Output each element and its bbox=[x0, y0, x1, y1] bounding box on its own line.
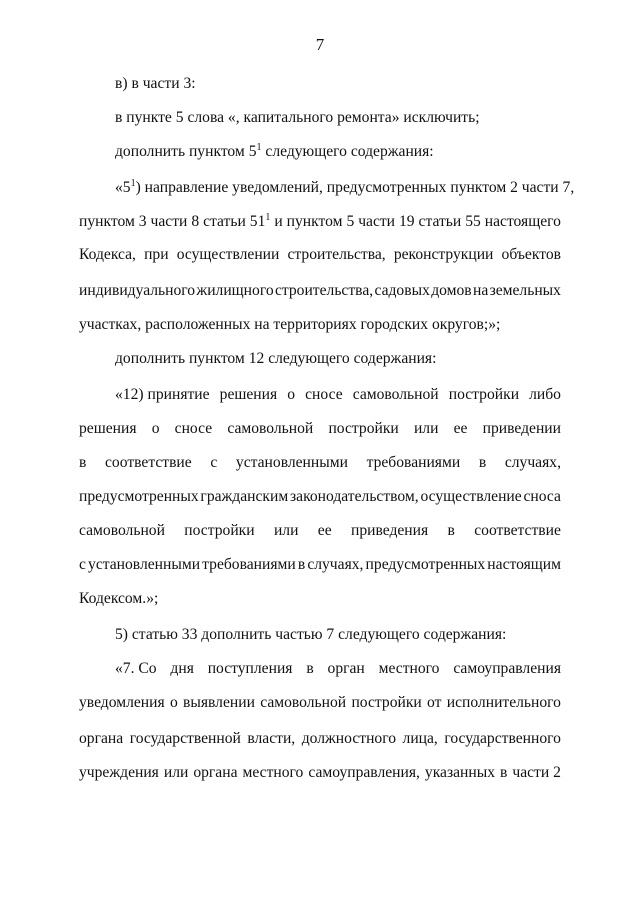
word: уведомления bbox=[79, 694, 165, 711]
word: поступления bbox=[207, 660, 293, 677]
paragraph-line: в) в части 3: bbox=[115, 75, 196, 92]
text-fragment: дополнить пунктом 5 bbox=[115, 143, 257, 160]
word: органа bbox=[193, 764, 238, 781]
word: гражданским bbox=[200, 488, 289, 505]
word: решения bbox=[79, 420, 137, 437]
justified-line bbox=[79, 454, 561, 472]
word: о bbox=[151, 420, 160, 437]
word: постройки bbox=[184, 522, 255, 539]
word: реконструкции bbox=[393, 246, 494, 263]
word: в bbox=[297, 556, 306, 573]
word: случаях, bbox=[307, 556, 364, 573]
page-number: 7 bbox=[315, 35, 325, 54]
word: на bbox=[472, 282, 489, 299]
word: власти, bbox=[247, 730, 296, 747]
superscript: 1 bbox=[265, 212, 271, 223]
word: приведении bbox=[482, 420, 561, 437]
paragraph-line: в пункте 5 слова «, капитального ремонта» исключить; bbox=[115, 109, 480, 126]
word: самоуправления bbox=[453, 660, 561, 677]
justified-line bbox=[79, 522, 561, 540]
word: объектов bbox=[501, 246, 561, 263]
word: ее bbox=[317, 522, 332, 539]
word: в bbox=[500, 764, 508, 781]
word: самовольной bbox=[227, 420, 314, 437]
word: от bbox=[427, 694, 442, 711]
justified-line bbox=[79, 764, 561, 782]
word: сноса bbox=[523, 488, 561, 505]
paragraph-line: Кодексом.»; bbox=[79, 590, 159, 607]
word: местного bbox=[378, 660, 440, 677]
justified-line bbox=[79, 213, 561, 231]
word: постройки bbox=[448, 386, 520, 403]
word: при bbox=[144, 246, 169, 263]
word: пунктом bbox=[286, 213, 343, 230]
superscript: 1 bbox=[256, 142, 262, 153]
word: предусмотренных bbox=[79, 488, 199, 505]
word-with-superscript bbox=[250, 213, 271, 231]
word: строительства, bbox=[287, 246, 386, 263]
word: части bbox=[358, 213, 396, 230]
word: 19 bbox=[399, 213, 415, 230]
word: государственного bbox=[444, 730, 561, 747]
word: решения bbox=[219, 386, 278, 403]
word: пунктом bbox=[79, 213, 135, 230]
word: или bbox=[273, 522, 299, 539]
word: сносе bbox=[174, 420, 213, 437]
word: о bbox=[169, 694, 178, 711]
justified-line bbox=[79, 730, 561, 748]
justified-line bbox=[79, 282, 561, 300]
word: «7. Со bbox=[115, 660, 157, 677]
word: постройки bbox=[351, 694, 422, 711]
word: законодательством, bbox=[290, 488, 419, 505]
word: требованиями bbox=[202, 556, 296, 573]
word: садовых bbox=[374, 282, 430, 299]
word: требованиями bbox=[366, 454, 461, 471]
word: установленными bbox=[235, 454, 348, 471]
word: жилищного bbox=[196, 282, 274, 299]
word: дня bbox=[170, 660, 194, 677]
justified-line bbox=[79, 488, 561, 506]
justified-line bbox=[79, 694, 561, 712]
word: 55 bbox=[465, 213, 481, 230]
word: статьи bbox=[418, 213, 462, 230]
word: о bbox=[287, 386, 296, 403]
word: части 2 bbox=[512, 764, 561, 781]
justified-line bbox=[79, 556, 561, 574]
word: 3 bbox=[138, 213, 147, 230]
word: осуществление bbox=[420, 488, 522, 505]
word: учреждения bbox=[79, 764, 159, 781]
word: орган bbox=[327, 660, 365, 677]
word: с bbox=[79, 556, 86, 573]
word: самовольной bbox=[79, 522, 165, 539]
superscript: 1 bbox=[130, 178, 136, 189]
word: установленными bbox=[88, 556, 201, 573]
word: с bbox=[210, 454, 218, 471]
paragraph-line: 5) статью 33 дополнить частью 7 следующего содержания: bbox=[115, 626, 507, 643]
justified-line bbox=[115, 660, 561, 678]
word: 8 bbox=[191, 213, 200, 230]
word: местного bbox=[242, 764, 304, 781]
word: статьи bbox=[203, 213, 246, 230]
word: 51 bbox=[249, 213, 266, 230]
word: самоуправления, bbox=[308, 764, 420, 781]
word: осуществлении bbox=[176, 246, 280, 263]
word: «12) принятие bbox=[115, 386, 210, 403]
word: приведения bbox=[350, 522, 429, 539]
word: исполнительного bbox=[446, 694, 561, 711]
word: настоящего bbox=[484, 213, 561, 230]
word: случаях, bbox=[504, 454, 561, 471]
word: выявлении bbox=[183, 694, 255, 711]
text-fragment: ) направление уведомлений, предусмотренных пунктом 2 части 7, bbox=[135, 179, 575, 196]
justified-line bbox=[79, 420, 561, 438]
word: органа bbox=[79, 730, 124, 747]
text-fragment: следующего содержания: bbox=[261, 143, 434, 160]
justified-line bbox=[115, 386, 561, 404]
word: 5 bbox=[346, 213, 355, 230]
paragraph-line bbox=[115, 143, 561, 161]
word: соответствие bbox=[474, 522, 561, 539]
word: в bbox=[447, 522, 455, 539]
word: ее bbox=[453, 420, 468, 437]
word: в bbox=[306, 660, 314, 677]
word: самовольной bbox=[352, 386, 439, 403]
word: должностного bbox=[301, 730, 397, 747]
word: строительства, bbox=[274, 282, 374, 299]
word: или bbox=[413, 420, 439, 437]
word: домов bbox=[431, 282, 472, 299]
word: или bbox=[163, 764, 189, 781]
word: в bbox=[478, 454, 487, 471]
word: постройки bbox=[328, 420, 399, 437]
paragraph-line: участках, расположенных на территориях городских округов;»; bbox=[79, 316, 501, 333]
word: указанных bbox=[424, 764, 496, 781]
word: сносе bbox=[305, 386, 343, 403]
word: лица, bbox=[402, 730, 438, 747]
word: настоящим bbox=[487, 556, 561, 573]
word: Кодекса, bbox=[79, 246, 136, 263]
text-fragment: «5 bbox=[115, 179, 131, 196]
word: самовольной bbox=[260, 694, 347, 711]
word: земельных bbox=[489, 282, 561, 299]
word: предусмотренных bbox=[365, 556, 486, 573]
paragraph-line bbox=[115, 178, 575, 197]
word: и bbox=[274, 213, 283, 230]
word: в bbox=[79, 454, 87, 471]
justified-line bbox=[79, 246, 561, 264]
word: индивидуального bbox=[79, 282, 196, 299]
word: государственной bbox=[129, 730, 241, 747]
word: соответствие bbox=[105, 454, 192, 471]
word: либо bbox=[529, 386, 561, 403]
word: части bbox=[150, 213, 188, 230]
paragraph-line: дополнить пунктом 12 следующего содержания: bbox=[115, 350, 437, 367]
